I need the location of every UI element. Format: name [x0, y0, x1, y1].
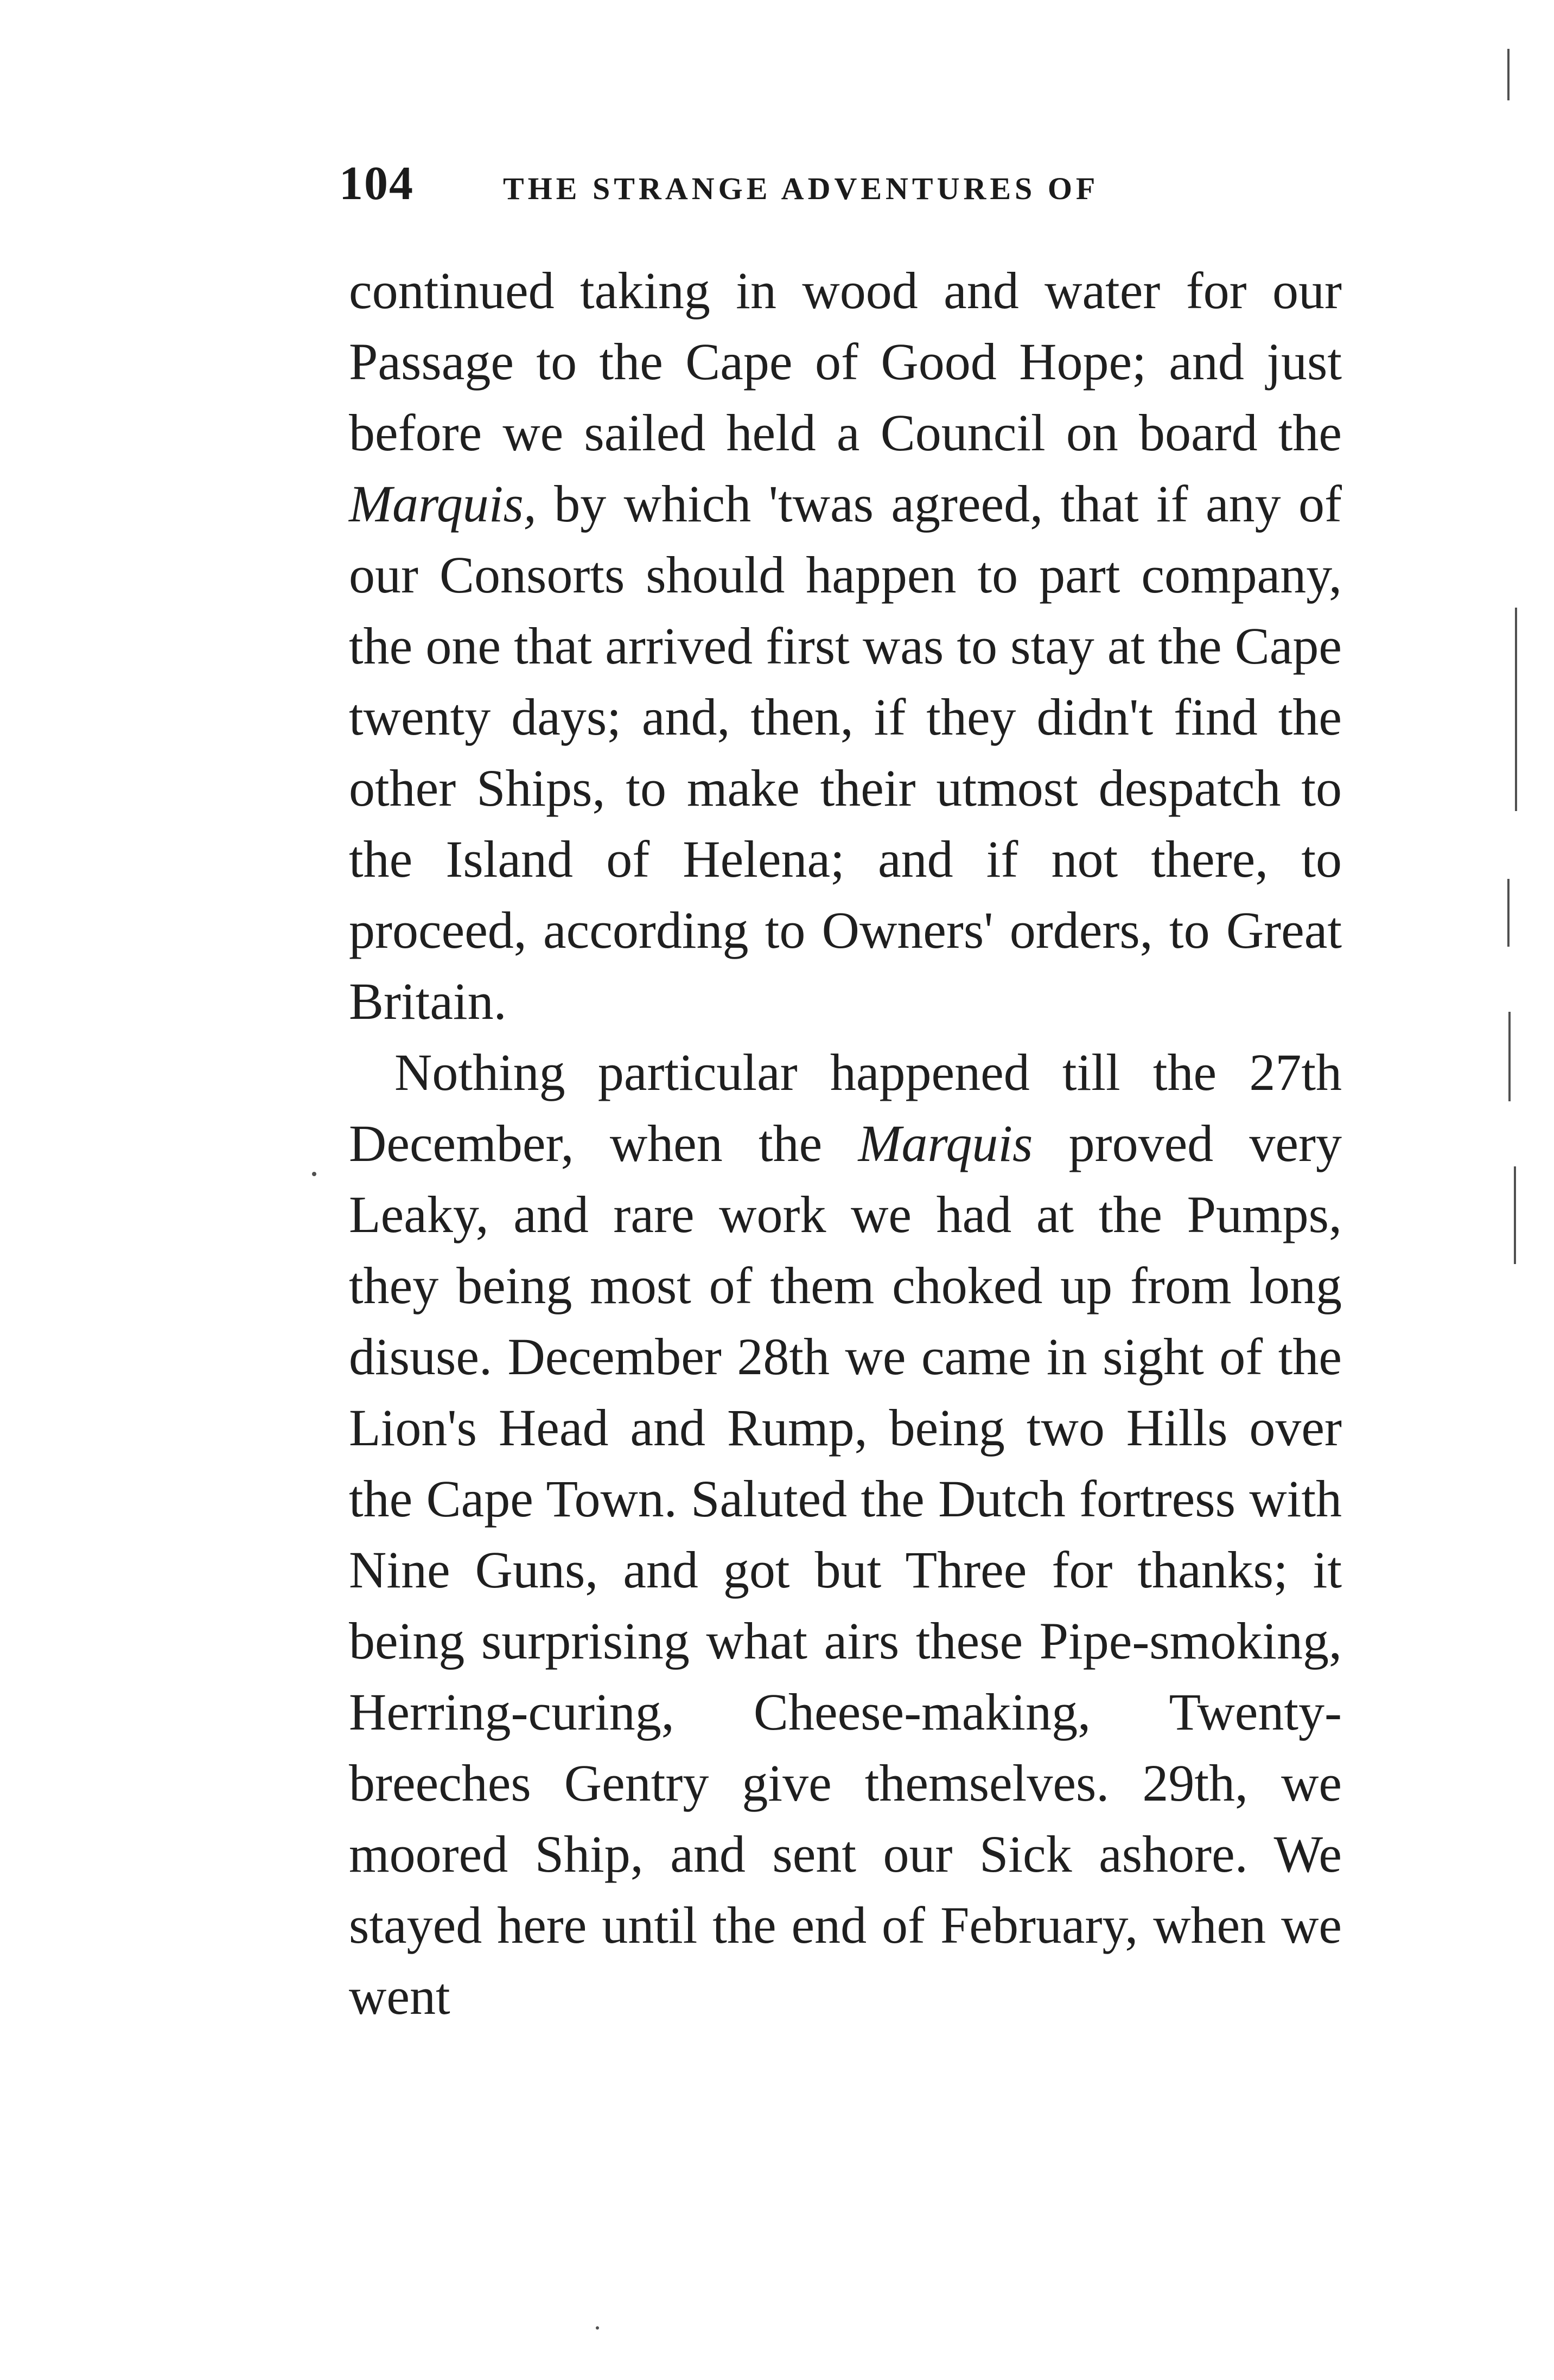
scan-mark: [1508, 1012, 1511, 1101]
scan-mark: [596, 2326, 599, 2330]
italic-ship-name: Marquis: [858, 1114, 1033, 1172]
paragraph-text: continued taking in wood and water for our Passage to the Cape of Good Hope; and just before we sailed held a Council on board the: [349, 261, 1342, 462]
paragraph-text: Nothing particular happened till the 27th December, when the: [349, 1043, 1342, 1172]
italic-ship-name: Marquis,: [349, 475, 537, 533]
running-title: THE STRANGE ADVENTURES OF: [503, 171, 1099, 206]
paragraph: [349, 255, 1342, 1037]
scan-mark: [1514, 1166, 1516, 1264]
scan-mark: [312, 1172, 316, 1176]
paragraph: [349, 1037, 1342, 2032]
page-header: [339, 156, 1351, 210]
scan-mark: [1507, 49, 1510, 100]
page-number: 104: [339, 157, 414, 210]
paragraph-text: by which 'twas agreed, that if any of our Consorts should happen to part company, the one that arrived first was to stay at the Cape twenty days; and, then, if they didn't find the other Ships, to make their utmost despatch to the Island of Helena; and if not there, to proceed, according to Owners' orders, to Great Britain.: [349, 475, 1342, 1030]
scan-mark: [1507, 879, 1510, 947]
paragraph-text: proved very Leaky, and rare work we had at the Pumps, they being most of them choked up from long disuse. December 28th we came in sight of the Lion's Head and Rump, being two Hills over the Cape Town. Saluted the Dutch fortress with Nine Guns, and got but Three for thanks; it being surprising what airs these Pipe-smoking, Herring-curing, Cheese-making, Twenty-breeches Gentry give themselves. 29th, we moored Ship, and sent our Sick ashore. We stayed here until the end of February, when we went: [349, 1114, 1342, 2025]
scan-mark: [1515, 608, 1517, 811]
body-text: [349, 255, 1342, 2032]
